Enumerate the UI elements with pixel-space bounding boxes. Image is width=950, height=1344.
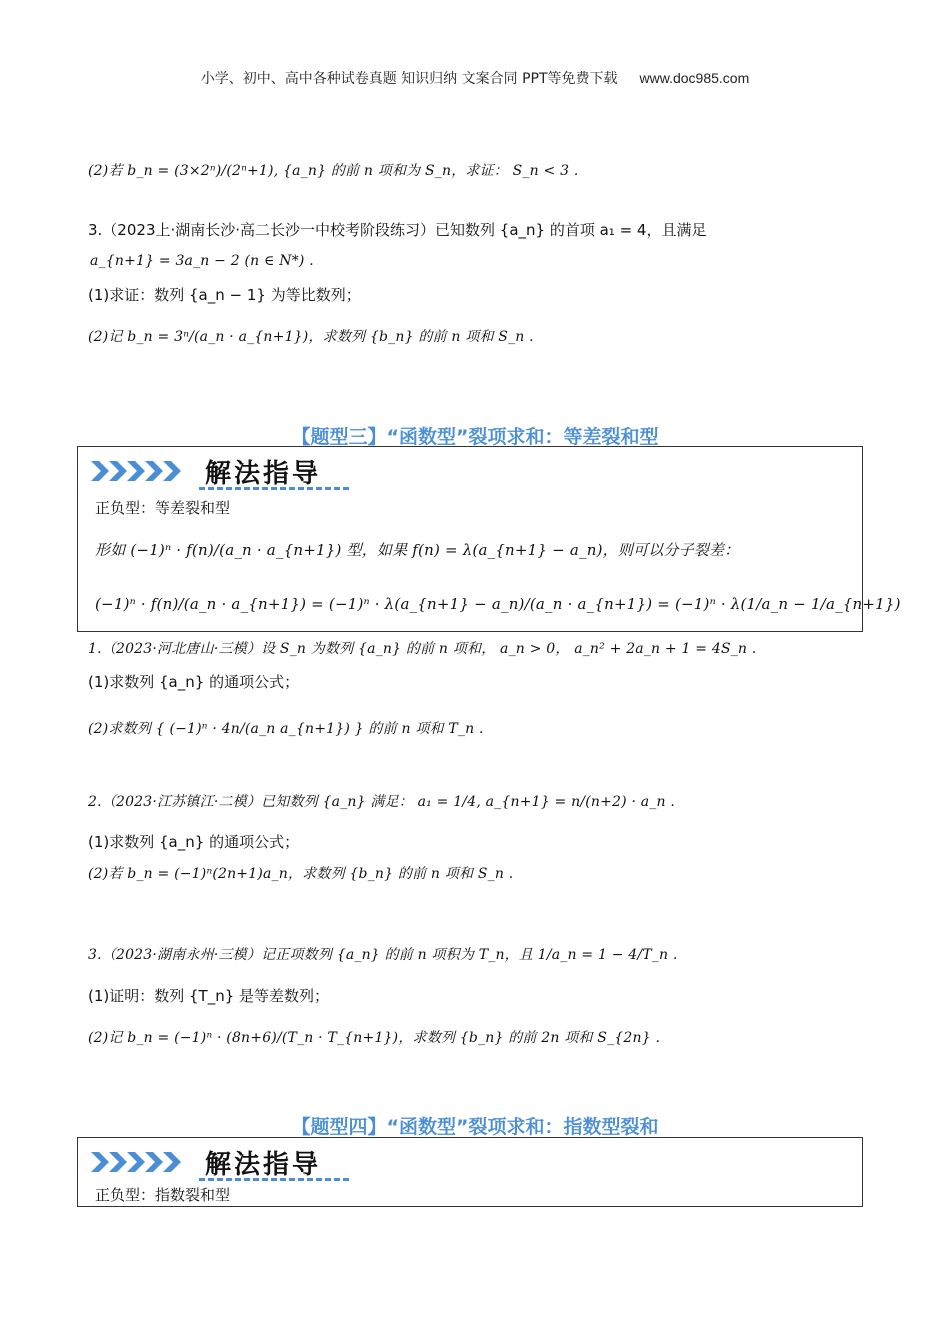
guide-underline <box>199 487 349 490</box>
method-guide-box-4 <box>77 1137 863 1207</box>
problem-3b-stem: 3.（2023·湖南永州·三模）记正项数列 {a_n} 的前 n 项积为 T_n，且 1/a_n = 1 − 4/T_n . <box>88 947 678 963</box>
problem-3-part1: (1)求证：数列 {a_n − 1} 为等比数列； <box>88 286 361 304</box>
guide-formula-line: (−1)ⁿ · f(n)/(a_n · a_{n+1}) = (−1)ⁿ · λ(a_{n+1} − a_n)/(a_n · a_{n+1}) = (−1)ⁿ · λ(1/a_n − 1/a_{n+1}) <box>95 595 901 613</box>
problem-3-recurrence: a_{n+1} = 3a_n − 2 (n ∈ N*) . <box>90 253 314 269</box>
problem-1-stem: 1.（2023·河北唐山·三模）设 S_n 为数列 {a_n} 的前 n 项和， a_n > 0， a_n² + 2a_n + 1 = 4S_n . <box>88 641 757 657</box>
problem-2-part1: (1)求数列 {a_n} 的通项公式； <box>88 833 300 851</box>
page-header <box>0 68 950 88</box>
method-guide-label-4: 解法指导 <box>205 1150 322 1180</box>
problem-2b-part2: (2)若 b_n = (−1)ⁿ(2n+1)a_n，求数列 {b_n} 的前 n 项和 S_n . <box>88 866 514 882</box>
problem-3b-part2: (2)记 b_n = (−1)ⁿ · (8n+6)/(T_n · T_{n+1})，求数列 {b_n} 的前 2n 项和 S_{2n} . <box>88 1030 661 1046</box>
problem-3-stem: 3.（2023上·湖南长沙·高二长沙一中校考阶段练习）已知数列 {a_n} 的首项 a₁ = 4，且满足 <box>88 221 707 239</box>
method-guide-label: 解法指导 <box>205 459 322 489</box>
problem-3b-part1: (1)证明：数列 {T_n} 是等差数列； <box>88 987 330 1005</box>
method-guide-banner-4 <box>91 1142 351 1182</box>
problem-1-part2: (2)求数列 { (−1)ⁿ · 4n/(a_n a_{n+1}) } 的前 n 项和 T_n . <box>88 721 484 737</box>
problem-2-stem: 2.（2023·江苏镇江·二模）已知数列 {a_n} 满足： a₁ = 1/4, a_{n+1} = n/(n+2) · a_n . <box>88 794 676 810</box>
section-3-title: 【题型三】“函数型”裂项求和：等差裂和型 <box>291 426 659 448</box>
section-4-title: 【题型四】“函数型”裂项求和：指数型裂和 <box>291 1116 659 1138</box>
guide-form-line: 形如 (−1)ⁿ · f(n)/(a_n · a_{n+1}) 型，如果 f(n) = λ(a_{n+1} − a_n)，则可以分子裂差： <box>95 541 740 559</box>
chevron-arrows-icon <box>91 1150 187 1174</box>
method-guide-banner <box>91 451 351 491</box>
header-text: 小学、初中、高中各种试卷真题 知识归纳 文案合同 PPT等免费下载 <box>200 71 618 87</box>
guide-type-line: 正负型：等差裂和型 <box>95 499 231 517</box>
chevron-arrows-icon <box>91 459 187 483</box>
problem-2-part2: (2)若 b_n = (3×2ⁿ)/(2ⁿ+1), {a_n} 的前 n 项和为 S_n，求证： S_n < 3 . <box>88 163 579 179</box>
header-site: www.doc985.com <box>639 70 750 86</box>
method-guide-box-3 <box>77 446 901 632</box>
guide-underline-4 <box>199 1178 349 1181</box>
problem-1-part1: (1)求数列 {a_n} 的通项公式； <box>88 673 300 691</box>
guide-type-line-4: 正负型：指数裂和型 <box>95 1186 231 1204</box>
problem-3-part2: (2)记 b_n = 3ⁿ/(a_n · a_{n+1})，求数列 {b_n} 的前 n 项和 S_n . <box>88 329 534 345</box>
